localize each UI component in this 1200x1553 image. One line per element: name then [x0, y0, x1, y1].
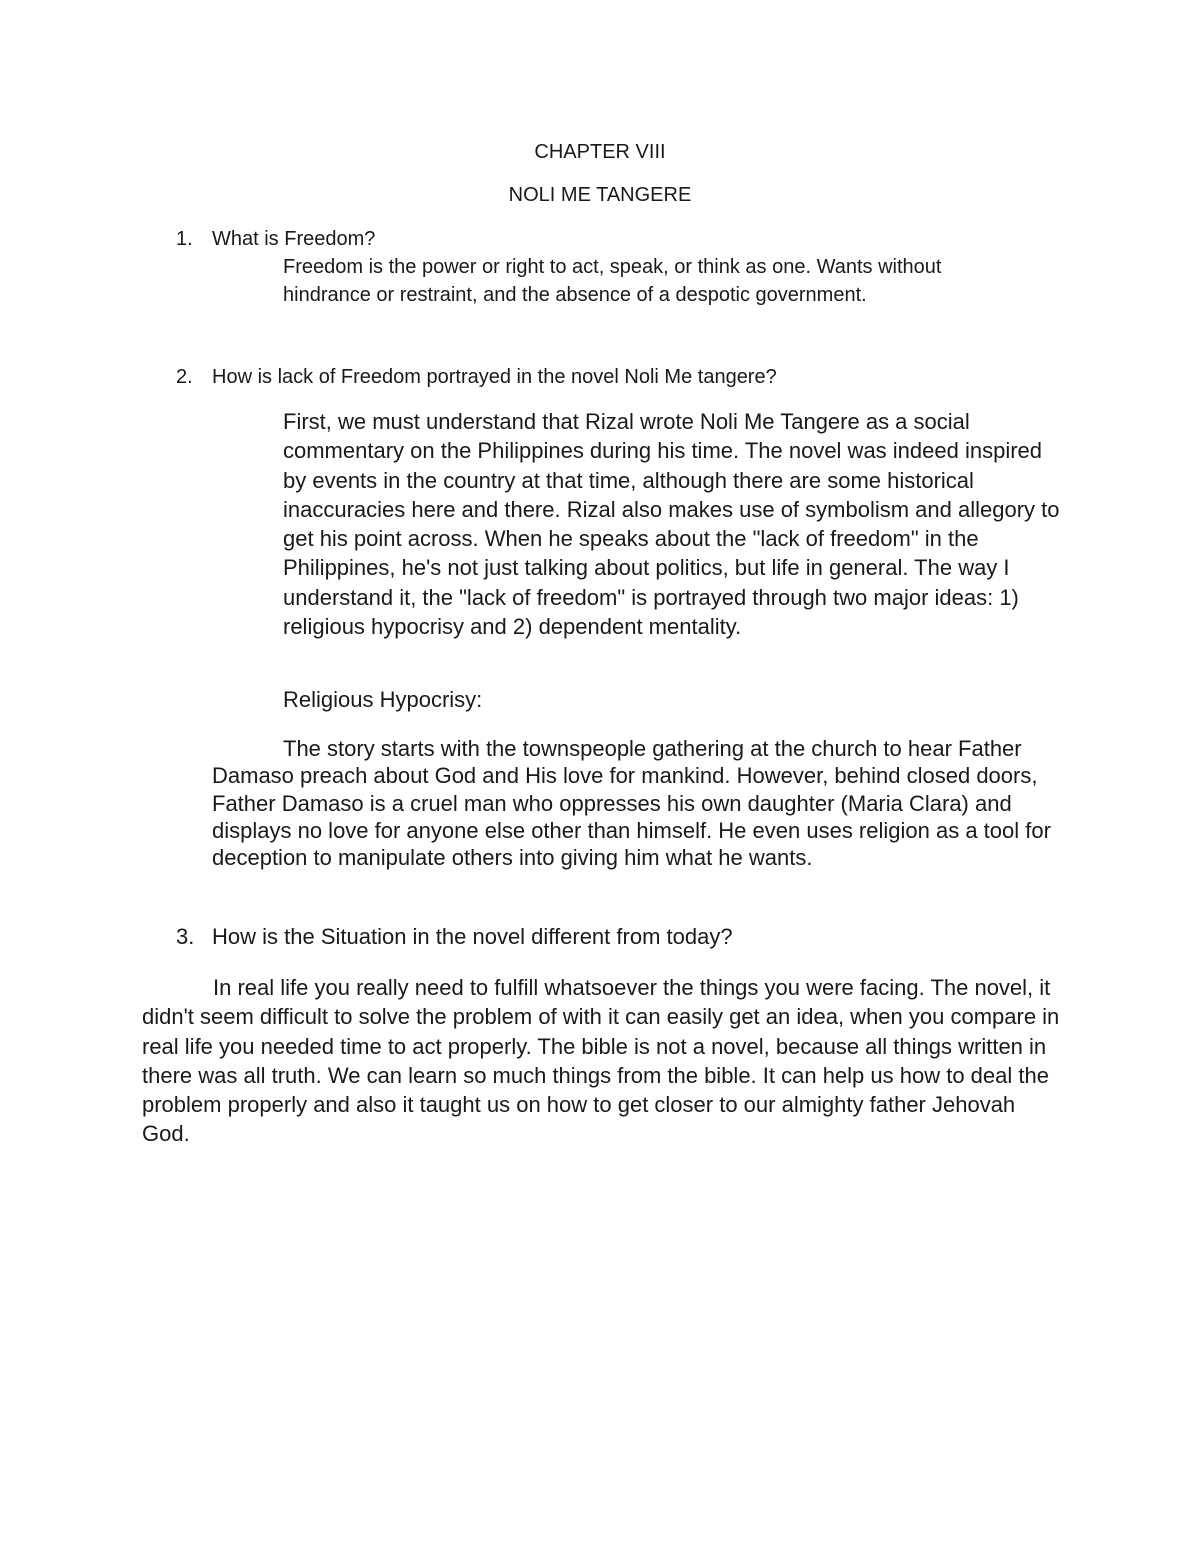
answer-1: Freedom is the power or right to act, speak, or think as one. Wants without hindrance or restraint, and the absence of a despotic government. — [283, 256, 942, 306]
answer-2: First, we must understand that Rizal wrote Noli Me Tangere as a social commentary on the Philippines during his time. The novel was indeed inspired by events in the country at that time, although there are some historical inaccuracies here and there. Rizal also makes use of symbolism and allegory to get his point across. When he speaks about the "lack of freedom" in the Philippines, he's not just talking about politics, but life in general. The way I understand it, the "lack of freedom" is portrayed through two major ideas: 1) religious hypocrisy and 2) dependent mentality. — [283, 409, 1060, 640]
chapter-heading: CHAPTER VIII — [534, 141, 666, 163]
question-2-number: 2. — [176, 366, 193, 388]
question-1-number: 1. — [176, 228, 193, 250]
religious-hypocrisy-paragraph: The story starts with the townspeople gathering at the church to hear Father Damaso preach about God and His love for mankind. However, behind closed doors, Father Damaso is a cruel man who oppresses his own daughter (Maria Clara) and displays no love for anyone else other than himself. He even uses religion as a tool for deception to manipulate others into giving him what he wants. — [212, 736, 1051, 871]
answer-3: In real life you really need to fulfill whatsoever the things you were facing. The novel, it didn't seem difficult to solve the problem of with it can easily get an idea, when you compare in real life you needed time to act properly. The bible is not a novel, because all things written in there was all truth. We can learn so much things from the bible. It can help us how to deal the problem properly and also it taught us on how to get closer to our almighty father Jehovah God. — [142, 975, 1060, 1147]
question-3-number: 3. — [176, 924, 195, 949]
question-2-text: How is lack of Freedom portrayed in the novel Noli Me tangere? — [212, 366, 777, 388]
document-subtitle: NOLI ME TANGERE — [508, 184, 692, 206]
question-1-text: What is Freedom? — [212, 228, 376, 250]
religious-hypocrisy-heading: Religious Hypocrisy: — [283, 687, 483, 712]
question-3-text: How is the Situation in the novel different from today? — [212, 924, 733, 949]
